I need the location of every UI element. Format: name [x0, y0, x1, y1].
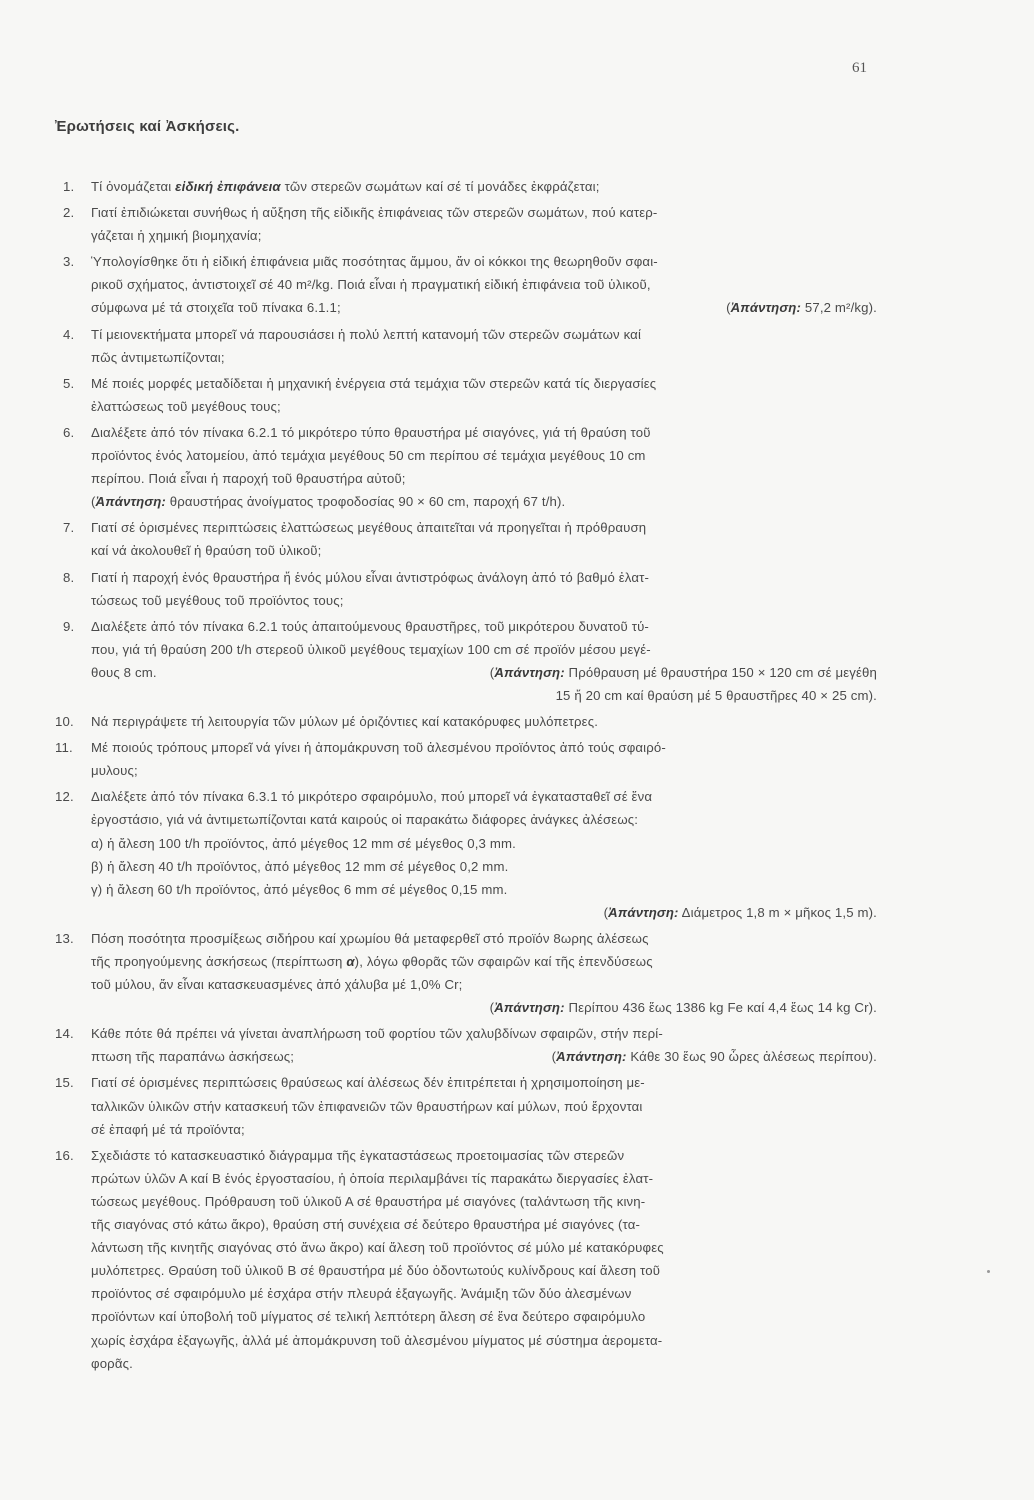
text-line	[91, 684, 877, 707]
text-run: Νά περιγράψετε τή λειτουργία τῶν μύλων μέ ὁριζόντιες καί κατακόρυφες μυλόπετρες.	[91, 714, 599, 730]
text-run: χωρίς ἐσχάρα ἐξαγωγῆς, ἀλλά μέ ἀπομάκρυνση τοῦ ἀλεσμένου μίγματος μέ σύστημα ἀερομετα-	[91, 1332, 663, 1348]
text-run: πρώτων ὑλῶν Α καί Β ἑνός ἐργοστασίου, ἡ ὁποία περιλαμβάνει τίς παρακάτω διεργασίες ἐλατ-	[91, 1170, 654, 1186]
text-line	[91, 250, 877, 273]
text-run: (	[603, 904, 609, 920]
text-run: Διαλέξετε ἀπό τόν πίνακα 6.2.1 τούς ἀπαιτούμενους θραυστῆρες, τοῦ μικρότερου δυνατοῦ τύ-	[91, 618, 649, 634]
text-run: ταλλικῶν ὑλικῶν στήν κατασκευή τῶν ἐπιφανειῶν τῶν θραυστήρων καί μύλων, πού ἔρχονται	[91, 1098, 643, 1114]
text-run: Σχεδιάστε τό κατασκευαστικό διάγραμμα τῆς ἐγκαταστάσεως προετοιμασίας τῶν στερεῶν	[91, 1147, 625, 1163]
question-item	[55, 1071, 877, 1140]
question-text	[91, 1144, 877, 1375]
question-text	[91, 785, 877, 924]
text-run: (	[489, 664, 495, 680]
question-text	[91, 201, 877, 247]
section-title: Ἐρωτήσεις καί Ἀσκήσεις.	[55, 118, 240, 135]
text-line	[91, 467, 877, 490]
text-line	[91, 1022, 877, 1045]
text-line	[91, 1305, 877, 1328]
answer-label: Ἀπάντηση:	[95, 494, 166, 510]
text-line	[91, 1352, 877, 1375]
text-line	[91, 346, 877, 369]
text-line	[91, 1282, 877, 1305]
scan-speck	[987, 1270, 990, 1273]
text-run: περίπου. Ποιά εἶναι ἡ παροχή τοῦ θραυστήρα αὐτοῦ;	[91, 471, 406, 487]
text-line	[91, 950, 877, 973]
text-line	[91, 785, 877, 808]
text-line	[91, 1236, 877, 1259]
text-run: Γιατί ἡ παροχή ἑνός θραυστήρα ἤ ἑνός μύλου εἶναι ἀντιστρόφως ἀνάλογη ἀπό τό βαθμό ἐλατ-	[91, 569, 650, 585]
text-run: (	[489, 1000, 495, 1016]
text-line	[91, 273, 877, 296]
text-run: (	[91, 494, 96, 510]
text-line	[91, 1329, 877, 1352]
text-run: γ) ἡ ἄλεση 60 t/h προϊόντος, ἀπό μέγεθος 6 mm σέ μέγεθος 0,15 mm.	[91, 881, 508, 897]
question-number: 3.	[63, 254, 75, 270]
text-run: προϊόντος ἑνός λατομείου, ἀπό τεμάχια μεγέθους 50 cm περίπου σέ τεμάχια μεγέθους 10 cm	[91, 448, 646, 464]
text-run: α) ἡ ἄλεση 100 t/h προϊόντος, ἀπό μέγεθος 12 mm σέ μέγεθος 0,3 mm.	[91, 835, 516, 851]
text-run: τῆς σιαγόνας στό κάτω ἄκρο), θραύση στή συνέχεια σέ δεύτερο θραυστήρα μέ σιαγόνες (τα-	[91, 1217, 641, 1233]
question-number: 5.	[63, 375, 75, 391]
text-run: Διάμετρος 1,8 m × μῆκος 1,5 m).	[678, 904, 877, 920]
question-text	[91, 1071, 877, 1140]
text-line	[91, 175, 877, 198]
text-run: 57,2 m²/kg).	[801, 300, 877, 316]
text-line	[91, 973, 877, 996]
question-number: 2.	[63, 205, 75, 221]
text-run: φορᾶς.	[91, 1355, 133, 1371]
text-line	[91, 516, 877, 539]
text-run: γάζεται ἡ χημική βιομηχανία;	[91, 228, 262, 244]
text-line	[91, 661, 877, 684]
question-text	[91, 516, 877, 562]
text-line	[91, 444, 877, 467]
question-item	[55, 250, 877, 319]
question-text	[91, 372, 877, 418]
text-run: Μέ ποιούς τρόπους μπορεῖ νά γίνει ἡ ἀπομάκρυνση τοῦ ἀλεσμένου προϊόντος ἀπό τούς σφαιρό-	[91, 740, 666, 756]
text-run: Περίπου 436 ἕως 1386 kg Fe καί 4,4 ἕως 14 kg Cr).	[564, 1000, 877, 1016]
question-number: 1.	[63, 179, 75, 194]
question-text	[91, 250, 877, 319]
text-line	[91, 490, 877, 513]
text-run: ), λόγω φθορᾶς τῶν σφαιρῶν καί τῆς ἐπενδύσεως	[354, 954, 653, 969]
text-line	[91, 832, 877, 855]
question-number: 10.	[55, 714, 74, 730]
text-line	[91, 1045, 877, 1068]
text-run: Πρόθραυση μέ θραυστήρα 150 × 120 cm σέ μεγέθη	[564, 664, 877, 680]
question-number: 16.	[55, 1147, 74, 1163]
text-line	[91, 615, 877, 638]
text-run: Διαλέξετε ἀπό τόν πίνακα 6.2.1 τό μικρότερο τύπο θραυστήρα μέ σιαγόνες, γιά τή θραύση τοῦ	[91, 424, 651, 440]
question-number: 15.	[55, 1075, 74, 1091]
text-line	[91, 589, 877, 612]
question-number: 8.	[63, 569, 75, 585]
question-number: 11.	[55, 740, 73, 756]
text-line	[91, 1144, 877, 1167]
text-run: Κάθε 30 ἕως 90 ὧρες ἀλέσεως περίπου).	[626, 1049, 877, 1065]
text-line	[91, 201, 877, 224]
text-run: Διαλέξετε ἀπό τόν πίνακα 6.3.1 τό μικρότερο σφαιρόμυλο, πού μπορεῖ νά ἐγκατασταθεῖ σέ ἕνα	[91, 789, 653, 805]
question-item	[55, 785, 877, 924]
text-run: Τί μειονεκτήματα μπορεῖ νά παρουσιάσει ἡ πολύ λεπτή κατανομή τῶν στερεῶν σωμάτων καί	[91, 326, 642, 342]
text-run: πτωση τῆς παραπάνω ἀσκήσεως;	[91, 1049, 295, 1065]
text-run: β) ἡ ἄλεση 40 t/h προϊόντος, ἀπό μέγεθος 12 mm σέ μέγεθος 0,2 mm.	[91, 858, 509, 874]
text-run: ἐργοστάσιο, γιά νά ἀντιμετωπίζονται κατά καιρούς οἱ παρακάτω διάφορες ἀνάγκες ἀλέσεως:	[91, 812, 639, 828]
text-line	[91, 710, 877, 733]
emphasized-term: α	[346, 954, 355, 969]
text-run: τώσεως μεγέθους. Πρόθραυση τοῦ ὑλικοῦ Α σέ θραυστήρα μέ σιαγόνες (ταλάντωση τῆς κινη-	[91, 1193, 646, 1209]
text-line	[91, 878, 877, 901]
text-line	[91, 566, 877, 589]
question-number: 14.	[55, 1026, 74, 1042]
question-text	[91, 323, 877, 369]
text-line	[91, 372, 877, 395]
question-text	[91, 710, 877, 733]
question-number: 12.	[55, 789, 74, 805]
text-run: ρικοῦ σχήματος, ἀντιστοιχεῖ σέ 40 m²/kg. Ποιά εἶναι ἡ πραγματική εἰδική ἐπιφάνεια τοῦ ὑλικοῦ,	[91, 277, 651, 293]
question-number: 7.	[63, 520, 75, 536]
text-line	[91, 927, 877, 950]
text-run: Πόση ποσότητα προσμίξεως σιδήρου καί χρωμίου θά μεταφερθεῖ στό προϊόν 8ωρης ἀλέσεως	[91, 930, 649, 946]
text-run: λάντωση τῆς κινητῆς σιαγόνας στό ἄνω ἄκρο) καί ἄλεση τοῦ προϊόντος σέ μύλο μέ κατακόρυφες	[91, 1240, 664, 1256]
text-run: θραυστήρας ἀνοίγματος τροφοδοσίας 90 × 60 cm, παροχή 67 t/h).	[165, 494, 566, 510]
question-item	[55, 201, 877, 247]
text-run: Μέ ποιές μορφές μεταδίδεται ἡ μηχανική ἐνέργεια στά τεμάχια τῶν στερεῶν κατά τίς διεργασίες	[91, 375, 657, 391]
text-line	[91, 855, 877, 878]
text-run: (	[551, 1049, 557, 1065]
question-item	[55, 372, 877, 418]
text-run: σύμφωνα μέ τά στοιχεῖα τοῦ πίνακα 6.1.1;	[91, 300, 341, 316]
question-item	[55, 615, 877, 707]
text-line	[91, 323, 877, 346]
text-run: μυλους;	[91, 763, 138, 779]
question-text	[91, 615, 877, 707]
text-run: Γιατί σέ ὁρισμένες περιπτώσεις ἐλαττώσεως μεγέθους ἀπαιτεῖται νά προηγεῖται ἡ πρόθραυση	[91, 520, 647, 536]
text-run: ἐλαττώσεως τοῦ μεγέθους τους;	[91, 398, 281, 414]
question-text	[91, 736, 877, 782]
text-line	[91, 1259, 877, 1282]
text-run: Γιατί ἐπιδιώκεται συνήθως ἡ αὔξηση τῆς εἰδικῆς ἐπιφάνειας τῶν στερεῶν σωμάτων, πού κατερ-	[91, 205, 658, 221]
question-item	[55, 421, 877, 513]
text-run: τῆς προηγούμενης ἀσκήσεως (περίπτωση	[91, 954, 347, 969]
question-item	[55, 1022, 877, 1068]
question-item	[55, 566, 877, 612]
answer-label: Ἀπάντηση:	[730, 300, 802, 316]
text-line	[91, 1095, 877, 1118]
text-line	[91, 996, 877, 1019]
question-item	[55, 175, 877, 198]
question-list	[55, 175, 877, 1375]
text-run: καί νά ἀκολουθεῖ ἡ θραύση τοῦ ὑλικοῦ;	[91, 543, 322, 559]
text-line	[91, 1071, 877, 1094]
text-line	[91, 1167, 877, 1190]
question-text	[91, 421, 877, 513]
answer-label: Ἀπάντηση:	[608, 904, 679, 920]
question-item	[55, 927, 877, 1019]
text-line	[91, 224, 877, 247]
question-text	[91, 1022, 877, 1068]
text-run: που, γιά τή θραύση 200 t/h στερεοῦ ὑλικοῦ μεγέθους τεμαχίων 100 cm σέ προϊόν μέσου μεγέ-	[91, 641, 651, 657]
text-line	[91, 1190, 877, 1213]
text-run: θους 8 cm.	[91, 664, 157, 680]
text-run: σέ ἐπαφή μέ τά προϊόντα;	[91, 1121, 245, 1137]
text-run: Κάθε πότε θά πρέπει νά γίνεται ἀναπλήρωση τοῦ φορτίου τῶν χαλυβδίνων σφαιρῶν, στήν περί-	[91, 1026, 663, 1042]
text-line	[91, 901, 877, 924]
question-number: 13.	[55, 930, 74, 946]
question-text	[91, 175, 877, 198]
text-run: προϊόντος σέ σφαιρόμυλο μέ ἐσχάρα στήν πλευρά ἐξαγωγῆς. Ἀνάμιξη τῶν δύο ἀλεσμένων	[91, 1286, 632, 1302]
question-text	[91, 927, 877, 1019]
text-run: μυλόπετρες. Θραύση τοῦ ὑλικοῦ Β σέ θραυστήρα μέ δύο ὀδοντωτούς κυλίνδρους καί ἄλεση τοῦ	[91, 1263, 661, 1279]
emphasized-term: εἰδική ἐπιφάνεια	[175, 179, 281, 194]
text-line	[91, 1213, 877, 1236]
text-line	[91, 759, 877, 782]
answer-label: Ἀπάντηση:	[494, 664, 565, 680]
text-line	[91, 736, 877, 759]
text-run: (	[726, 300, 731, 316]
question-text	[91, 566, 877, 612]
answer-label: Ἀπάντηση:	[494, 1000, 565, 1016]
page-number: 61	[852, 60, 867, 76]
text-line	[91, 421, 877, 444]
text-run: Ὑπολογίσθηκε ὅτι ἡ εἰδική ἐπιφάνεια μιᾶς ποσότητας ἄμμου, ἄν οἱ κόκκοι της θεωρηθοῦν σφαι-	[91, 254, 658, 270]
text-line	[91, 1118, 877, 1141]
text-run: τώσεως τοῦ μεγέθους τοῦ προϊόντος τους;	[91, 592, 344, 608]
text-line	[91, 296, 877, 319]
question-item	[55, 710, 877, 733]
question-item	[55, 736, 877, 782]
answer-label: Ἀπάντηση:	[556, 1049, 627, 1065]
text-run: Τί ὀνομάζεται	[91, 179, 176, 194]
text-run: 15 ἤ 20 cm καί θραύση μέ 5 θραυστῆρες 40 × 25 cm).	[555, 687, 877, 703]
question-number: 9.	[63, 618, 75, 634]
question-item	[55, 516, 877, 562]
question-item	[55, 1144, 877, 1375]
text-run: Γιατί σέ ὁρισμένες περιπτώσεις θραύσεως καί ἀλέσεως δέν ἐπιτρέπεται ἡ χρησιμοποίηση με-	[91, 1075, 645, 1091]
text-line	[91, 539, 877, 562]
text-line	[91, 395, 877, 418]
question-number: 4.	[63, 326, 75, 342]
text-line	[91, 808, 877, 831]
text-line	[91, 638, 877, 661]
question-number: 6.	[63, 424, 75, 440]
text-run: τοῦ μύλου, ἄν εἶναι κατασκευασμένες ἀπό χάλυβα μέ 1,0% Cr;	[91, 977, 463, 993]
text-run: πῶς ἀντιμετωπίζονται;	[91, 349, 225, 365]
text-run: προϊόντων καί ὑποβολή τοῦ μίγματος σέ τελική λεπτότερη ἄλεση σέ ἕνα δεύτερο σφαιρόμυλο	[91, 1309, 646, 1325]
text-run: τῶν στερεῶν σωμάτων καί σέ τί μονάδες ἐκφράζεται;	[280, 179, 600, 194]
question-item	[55, 323, 877, 369]
